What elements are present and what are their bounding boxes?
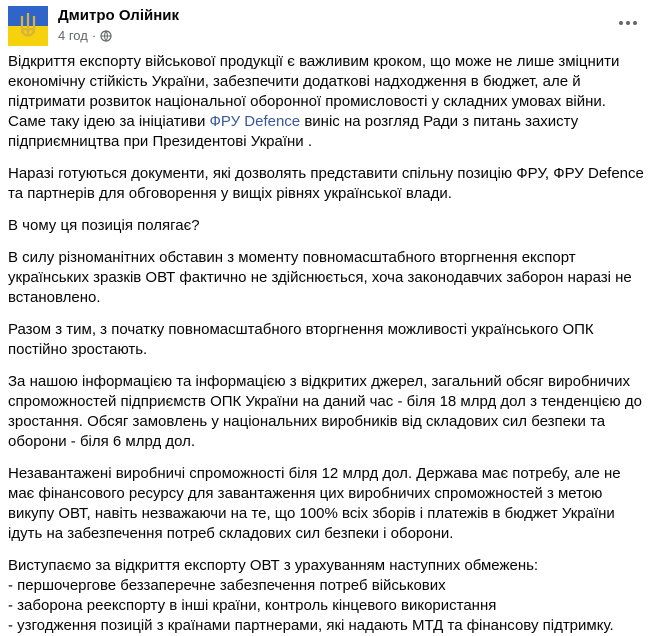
list-item: - першочергове беззаперечне забезпечення потреб військових xyxy=(8,577,446,594)
avatar[interactable] xyxy=(8,6,48,46)
post-subline xyxy=(58,27,179,44)
post-paragraph: В силу різноманітних обставин з моменту повномасштабного вторгнення експорт українських зразків ОВТ фактично не здійснюється, хоча законодавчих заборон наразі не встановлено. xyxy=(8,249,632,306)
post-paragraph: Разом з тим, з початку повномасштабного вторгнення можливості українського ОПК постійно зростають. xyxy=(8,321,594,358)
paragraph-text: виніс на розгляд Ради з питань захисту підприємництва при Президентові України . xyxy=(8,113,579,150)
post-time[interactable]: 4 год xyxy=(58,28,88,43)
more-options-icon[interactable] xyxy=(610,8,646,38)
list-item: - узгодження позицій з країнами партнерами, які надають МТД та фінансову підтримку. xyxy=(8,617,614,634)
post-paragraph: За нашою інформацією та інформацією з відкритих джерел, загальний обсяг виробничих спроможностей підприємств ОПК України на даний час - біля 18 млрд дол з тенденцією до зростання. Обсяг замовлень у національних виробників від складових сил безпеки та оборони - біля 6 млрд дол. xyxy=(8,373,642,450)
post-paragraph: Наразі готуються документи, які дозволять представити спільну позицію ФРУ, ФРУ Defence та партнерів для обговорення у вищіх рівнях української влади. xyxy=(8,165,644,202)
post-meta xyxy=(58,6,179,44)
list-item: - заборона реекспорту в інші країни, контроль кінцевого використання xyxy=(8,597,497,614)
paragraph-text: Відкриття експорту військової продукції є важливим кроком, що може не лише зміцнити економічну стійкість України, забезпечити додаткові надходження в бюджет, але й підтримати розвиток національної оборонної промисловості у складних умовах війни. Саме таку ідею за ініціативи xyxy=(8,53,620,130)
globe-icon[interactable] xyxy=(100,30,112,42)
page-mention-link[interactable]: ФРУ Defence xyxy=(209,113,301,130)
more-dot xyxy=(626,21,630,25)
meta-separator: · xyxy=(91,28,97,43)
post-header xyxy=(8,6,179,46)
post-paragraph: Незавантажені виробничі спроможності біля 12 млрд дол. Держава має потребу, але не має фінансового ресурсу для завантаження цих виробничих спроможностей з метою викупу ОВТ, навіть незважаючи на те, що 100% всіх зборів і платежів в бюджет України ідуть на забезпечення потреб складових сил безпеки і оборони. xyxy=(8,465,621,542)
more-dot xyxy=(633,21,637,25)
author-name[interactable]: Дмитро Олійник xyxy=(58,7,180,24)
post-paragraph xyxy=(8,52,648,152)
post-body xyxy=(8,52,648,636)
post-paragraph: В чому ця позиція полягає? xyxy=(8,217,200,234)
list-intro: Виступаємо за відкриття експорту ОВТ з урахуванням наступних обмежень: xyxy=(8,557,539,574)
avatar-image xyxy=(8,6,48,46)
more-dot xyxy=(619,21,623,25)
